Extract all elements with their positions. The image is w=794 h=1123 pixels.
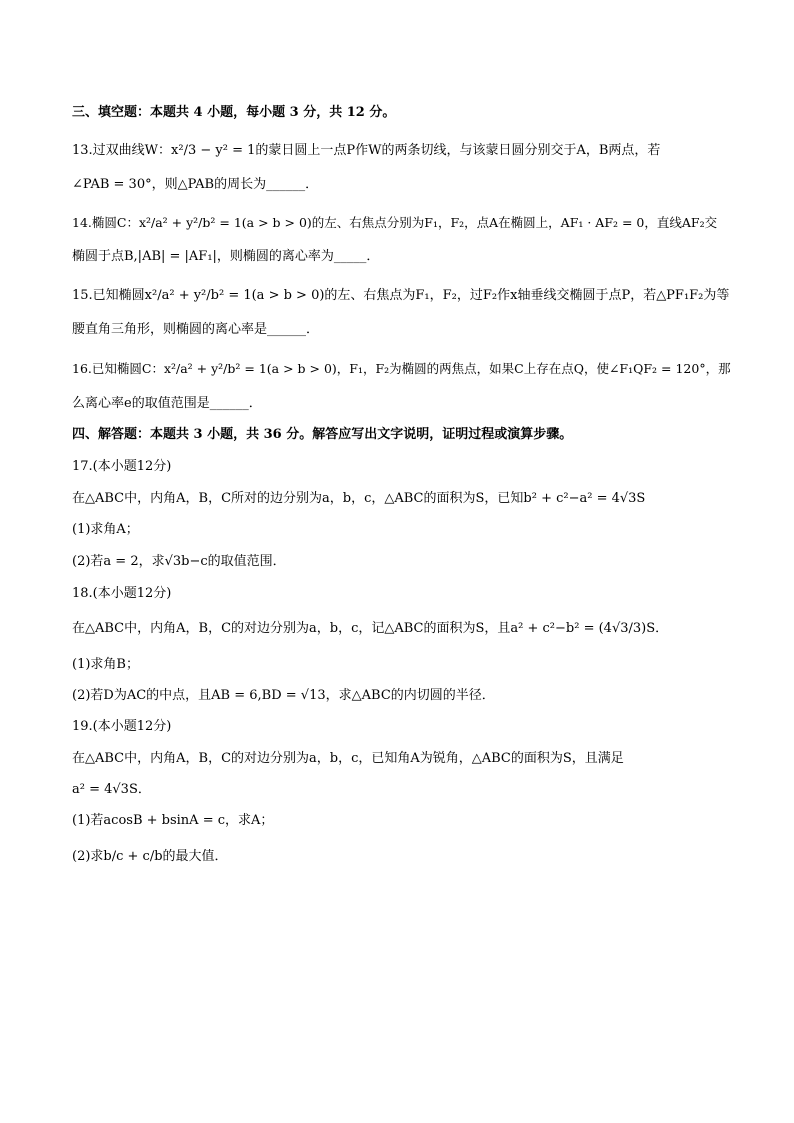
question-19-stem-line-1: 在△ABC中，内角A，B，C的对边分别为a，b，c，已知角A为锐角，△ABC的面积为S，且满足 bbox=[72, 751, 624, 766]
question-19-part-2: (2)求b/c + c/b的最大值． bbox=[72, 849, 228, 864]
question-13-line-1: 13.过双曲线W：x²/3 − y² = 1的蒙日圆上一点P作W的两条切线，与该蒙日圆分别交于A，B两点，若 bbox=[72, 143, 661, 158]
question-19-stem-line-2: a² = 4√3S． bbox=[72, 782, 151, 797]
question-16-line-2: 么离心率e的取值范围是______． bbox=[72, 396, 262, 411]
question-15-line-1: 15.已知椭圆x²/a² + y²/b² = 1(a > b > 0)的左、右焦点为F₁，F₂，过F₂作x轴垂线交椭圆于点P，若△PF₁F₂为等 bbox=[72, 288, 730, 303]
question-15-line-2: 腰直角三角形，则椭圆的离心率是______． bbox=[72, 322, 320, 337]
question-17-part-2: (2)若a = 2，求√3b−c的取值范围． bbox=[72, 554, 286, 569]
question-14-line-1: 14.椭圆C：x²/a² + y²/b² = 1(a > b > 0)的左、右焦点分别为F₁，F₂，点A在椭圆上，AF₁ · AF₂ = 0，直线AF₂交 bbox=[72, 215, 718, 230]
question-17-part-1: (1)求角A； bbox=[72, 522, 139, 537]
section-heading-answers: 四、解答题：本题共 3 小题，共 36 分。解答应写出文字说明，证明过程或演算步骤。 bbox=[72, 427, 573, 442]
question-18-stem: 在△ABC中，内角A，B，C的对边分别为a，b，c，记△ABC的面积为S，且a² + c²−b² = (4√3/3)S． bbox=[72, 621, 669, 636]
question-16-line-1: 16.已知椭圆C：x²/a² + y²/b² = 1(a > b > 0)，F₁，F₂为椭圆的两焦点，如果C上存在点Q，使∠F₁QF₂ = 120°，那 bbox=[72, 361, 731, 376]
question-19-part-1: (1)若acosB + bsinA = c，求A； bbox=[72, 813, 274, 828]
question-14-line-2: 椭圆于点B,|AB| = |AF₁|，则椭圆的离心率为_____． bbox=[72, 249, 380, 264]
question-18-title: 18.(本小题12分) bbox=[72, 586, 172, 601]
question-17-stem: 在△ABC中，内角A，B，C所对的边分别为a，b，c，△ABC的面积为S，已知b² + c²−a² = 4√3S bbox=[72, 491, 646, 506]
question-18-part-1: (1)求角B； bbox=[72, 657, 139, 672]
question-18-part-2: (2)若D为AC的中点，且AB = 6,BD = √13，求△ABC的内切圆的半径． bbox=[72, 688, 495, 703]
question-13-line-2: ∠PAB = 30°，则△PAB的周长为______． bbox=[72, 177, 319, 192]
question-17-title: 17.(本小题12分) bbox=[72, 459, 172, 474]
question-19-title: 19.(本小题12分) bbox=[72, 719, 172, 734]
section-heading-fill-in: 三、填空题：本题共 4 小题，每小题 3 分，共 12 分。 bbox=[72, 105, 396, 120]
